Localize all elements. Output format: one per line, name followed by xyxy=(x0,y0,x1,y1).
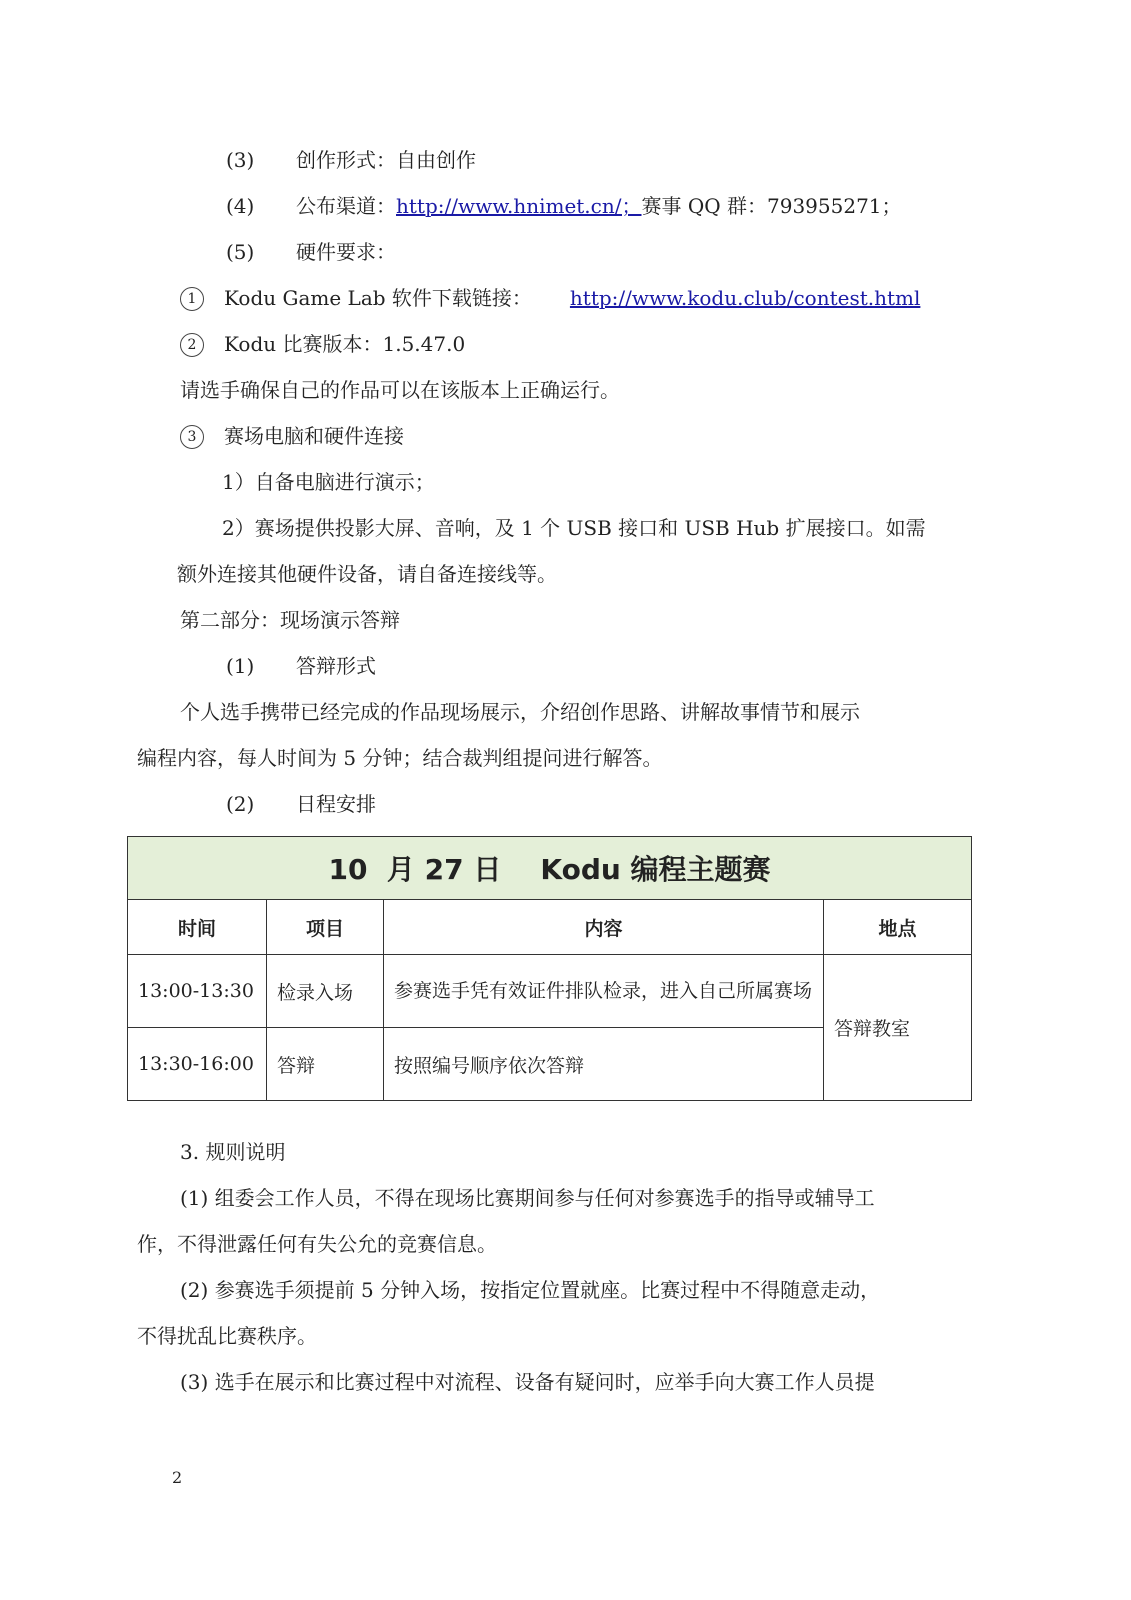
table-row xyxy=(128,955,972,1028)
row-1-time: 13:00-13:30 xyxy=(128,955,267,1028)
rule-2-line-1: (2) 参赛选手须提前 5 分钟入场，按指定位置就座。比赛过程中不得随意走动， xyxy=(180,1278,881,1302)
item-5-label: 硬件要求： xyxy=(296,240,396,264)
part2-item-2-number: (2) xyxy=(226,792,255,816)
rule-2-line-2: 不得扰乱比赛秩序。 xyxy=(137,1324,317,1348)
part2-item-2-label: 日程安排 xyxy=(296,792,376,816)
schedule-header-row xyxy=(128,900,972,955)
sub-item-1: 1）自备电脑进行演示； xyxy=(222,470,435,494)
item-3-label: 创作形式：自由创作 xyxy=(296,148,476,172)
item-4-label-prefix: 公布渠道： xyxy=(296,194,396,218)
rule-1-line-1: (1) 组委会工作人员，不得在现场比赛期间参与任何对参赛选手的指导或辅导工 xyxy=(180,1186,875,1210)
hardware-item-2 xyxy=(180,330,465,358)
part2-item-1-number: (1) xyxy=(226,654,255,678)
version-note: 请选手确保自己的作品可以在该版本上正确运行。 xyxy=(180,378,620,402)
header-time: 时间 xyxy=(128,900,267,955)
row-1-content: 参赛选手凭有效证件排队检录，进入自己所属赛场 xyxy=(384,955,824,1028)
page-number: 2 xyxy=(172,1468,183,1487)
sub-item-2-line-1: 2）赛场提供投影大屏、音响，及 1 个 USB 接口和 USB Hub 扩展接口。如需 xyxy=(222,516,926,540)
defense-description-line-1: 个人选手携带已经完成的作品现场展示，介绍创作思路、讲解故事情节和展示 xyxy=(180,700,860,724)
circled-number-3: 3 xyxy=(180,425,204,449)
rule-3-line-1: (3) 选手在展示和比赛过程中对流程、设备有疑问时，应举手向大赛工作人员提 xyxy=(180,1370,875,1394)
row-1-item: 检录入场 xyxy=(267,955,384,1028)
part2-item-2 xyxy=(226,790,376,818)
header-content: 内容 xyxy=(384,900,824,955)
item-5-number: (5) xyxy=(226,240,255,264)
item-3-number: (3) xyxy=(226,148,255,172)
part2-item-1-label: 答辩形式 xyxy=(296,654,376,678)
hardware-item-3 xyxy=(180,422,404,450)
defense-description-line-2: 编程内容，每人时间为 5 分钟；结合裁判组提问进行解答。 xyxy=(137,746,663,770)
header-location: 地点 xyxy=(824,900,972,955)
schedule-title: 10 月 27 日 Kodu 编程主题赛 xyxy=(128,837,972,900)
schedule-title-row xyxy=(128,837,972,900)
rules-heading: 3. 规则说明 xyxy=(180,1140,286,1164)
circled-number-2: 2 xyxy=(180,333,204,357)
row-2-time: 13:30-16:00 xyxy=(128,1028,267,1101)
part2-item-1 xyxy=(226,652,376,680)
hnimet-link[interactable]: http://www.hnimet.cn/； xyxy=(396,194,642,218)
item-4-number: (4) xyxy=(226,194,255,218)
location-cell: 答辩教室 xyxy=(824,955,972,1101)
sub-item-2-line-2: 额外连接其他硬件设备，请自备连接线等。 xyxy=(177,562,557,586)
item-3 xyxy=(226,146,476,174)
kodu-download-link[interactable]: http://www.kodu.club/contest.html xyxy=(569,286,921,310)
header-item: 项目 xyxy=(267,900,384,955)
item-4 xyxy=(226,192,902,220)
schedule-table xyxy=(127,836,972,1101)
hardware-item-1 xyxy=(180,284,920,312)
item-4-label-suffix: 赛事 QQ 群：793955271； xyxy=(641,194,902,218)
row-2-item: 答辩 xyxy=(267,1028,384,1101)
kodu-version-label: Kodu 比赛版本：1.5.47.0 xyxy=(224,332,466,356)
rule-1-line-2: 作，不得泄露任何有失公允的竞赛信息。 xyxy=(137,1232,497,1256)
row-2-content: 按照编号顺序依次答辩 xyxy=(384,1028,824,1101)
part2-heading: 第二部分：现场演示答辩 xyxy=(180,608,400,632)
connection-label: 赛场电脑和硬件连接 xyxy=(224,424,404,448)
circled-number-1: 1 xyxy=(180,287,204,311)
kodu-download-label: Kodu Game Lab 软件下载链接： xyxy=(224,286,532,310)
item-5 xyxy=(226,238,396,266)
